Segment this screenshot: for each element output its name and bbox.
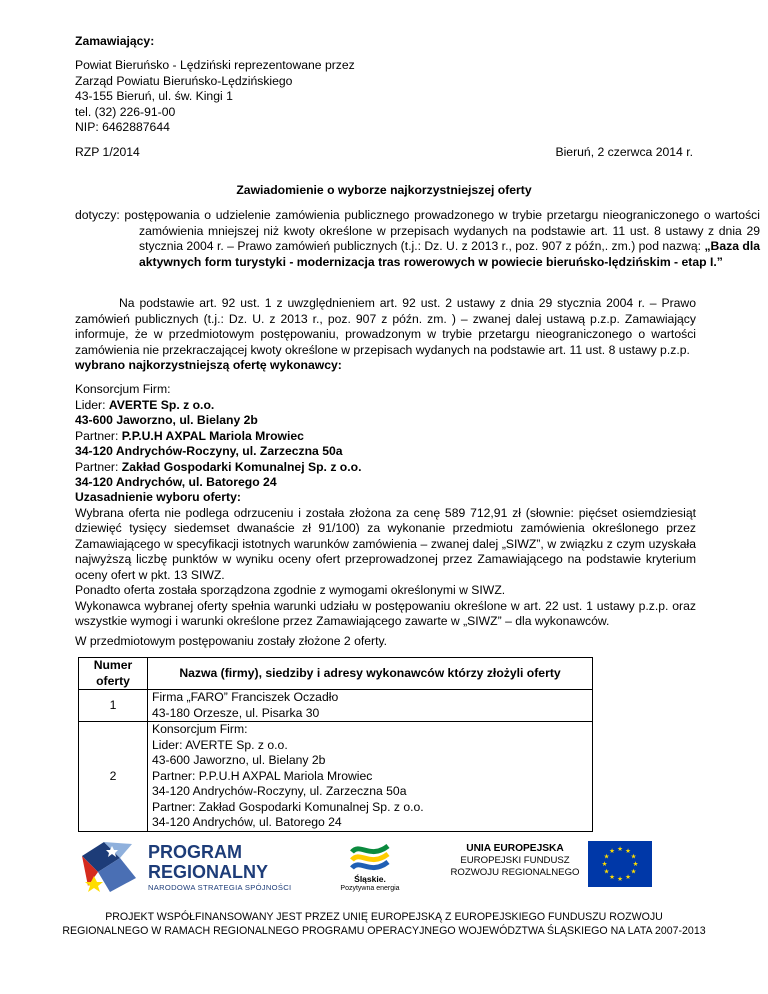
column-header-contractor: Nazwa (firmy), siedziby i adresy wykonawców którzy złożyli oferty [148,658,593,690]
offer-contractor: Konsorcjum Firm: Lider: AVERTE Sp. z o.o. 43-600 Jaworzno, ul. Bielany 2b Partner: P.P.U.H AXPAL Mariola Mrowiec 34-120 Andrychów-Roczyny, ul. Zarzeczna 50a Partner: Zakład Gospodarki Komunalnej Sp. z o.o. 34-120 Andrychów, ul. Batorego 24 [148,722,593,832]
slaskie-logo [330,838,410,898]
slaskie-name: Śląskie. [354,874,386,884]
justification-section [75,490,696,630]
concerns-paragraph [75,208,760,270]
table-row [79,690,593,722]
table-row [79,722,593,832]
reference-number: RZP 1/2014 [75,145,140,159]
winner-partner-2-address: 34-120 Andrychów, ul. Batorego 24 [75,475,277,489]
svg-text:★: ★ [625,873,631,881]
eu-title: UNIA EUROPEJSKA [466,843,564,854]
justification-paragraph: Ponadto oferta została sporządzona zgodnie z wymogami określonymi w SIWZ. [75,583,506,597]
svg-text:★: ★ [617,875,623,883]
svg-text:★: ★ [603,867,610,876]
eu-fund-line: EUROPEJSKI FUNDUSZ [460,855,570,866]
svg-text:★: ★ [609,873,615,881]
address-line: Powiat Bieruńsko - Lędziński reprezentowane przez [75,58,355,72]
svg-text:★: ★ [632,860,639,868]
chosen-offer-heading: wybrano najkorzystniejszą ofertę wykonawcy: [75,358,342,372]
footer [0,910,768,938]
eu-text [450,843,580,879]
offer-number: 2 [79,722,148,832]
svg-text:★: ★ [617,845,623,853]
slaskie-waves-icon [348,838,392,874]
svg-text:★: ★ [625,847,631,855]
orderer-address [75,58,355,136]
svg-text:★: ★ [609,847,615,855]
address-line: Zarząd Powiatu Bieruńsko-Lędzińskiego [75,73,293,88]
address-line: NIP: 6462887644 [75,120,170,134]
column-header-number: Numer oferty [79,658,148,690]
table-header-row [79,658,593,690]
justification-paragraph: Wykonawca wybranej oferty spełnia warunki udziału w postępowaniu określone w art. 22 ust. 1 ustawy p.z.p. oraz wszystkie wymogi i warunki określone przez Zamawiającego zawarte w „SIWZ” – dla wykonawców. [75,598,696,628]
winner-partner-2: Partner: Zakład Gospodarki Komunalnej Sp. z o.o. [75,459,362,474]
winner-leader: Lider: AVERTE Sp. z o.o. [75,397,215,412]
program-regionalny-logo [80,838,300,894]
winner-leader-address: 43-600 Jaworzno, ul. Bielany 2b [75,413,258,427]
address-line: tel. (32) 226-91-00 [75,104,176,119]
address-line: 43-155 Bieruń, ul. św. Kingi 1 [75,89,233,103]
winner-partner-1: Partner: P.P.U.H AXPAL Mariola Mrowiec [75,428,304,443]
justification-paragraph: Wybrana oferta nie podlega odrzuceniu i została złożona za cenę 589 712,91 zł (słownie: pięćset osiemdziesiąt dziewięć tysięcy siedemset dwanaście zł 91/100) za wykonanie przedmiotu zamówienia określonego przez Zamawiającego w specyfikacji istotnych warunków zamówienia – zwanej dalej „SIWZ”, w związku z czym uzyskała najwyższą liczbę punktów w wyniku oceny ofert przeprowadzonej przez Zamawiającego na podstawie kryterium oceny ofert w pkt. 13 SIWZ. [75,505,696,582]
svg-text:★: ★ [601,860,608,868]
winner-block [75,382,361,491]
eu-fund-line: ROZWOJU REGIONALNEGO [450,867,580,878]
footer-line: PROJEKT WSPÓŁFINANSOWANY JEST PRZEZ UNIĘ EUROPEJSKĄ Z EUROPEJSKIEGO FUNDUSZU ROZWOJU [105,911,663,923]
eu-stars-icon [588,841,652,887]
slaskie-tagline: Pozytywna energia [340,885,400,892]
program-tagline: NARODOWA STRATEGIA SPÓJNOŚCI [148,883,292,892]
concerns-text: dotyczy: postępowania o udzielenie zamówienia publicznego prowadzonego w trybie przetargu nieograniczonego o wartości zamówienia mniejszej niż kwoty określone w przepisach wydanych na podstawie art. 11 ust. 8 ustawy z dnia 29 stycznia 2004 r. – Prawo zamówień publicznych (t.j.: Dz. U. z 2013 r., poz. 907 z późn,. zm.) pod nazwą: [75,208,760,253]
document-title: Zawiadomienie o wyborze najkorzystniejszej oferty [236,183,532,197]
program-regionalny-emblem-icon [80,838,144,894]
place-date: Bieruń, 2 czerwca 2014 r. [555,145,693,159]
footer-line: REGIONALNEGO W RAMACH REGIONALNEGO PROGRAMU OPERACYJNEGO WOJEWÓDZTWA ŚLĄSKIEGO NA LATA 2007-2013 [62,925,706,937]
contract-name: „Baza dla aktywnych form turystyki - modernizacja tras rowerowych w powiecie bieruńsko-lędzińskim - etap I.” [139,239,761,269]
svg-text:★: ★ [630,852,637,861]
legal-basis-paragraph: Na podstawie art. 92 ust. 1 z uwzględnieniem art. 92 ust. 2 ustawy z dnia 29 stycznia 2004 r. – Prawo zamówień publicznych (t.j.: Dz. U. z 2013 r., poz. 907 z późn. zm. ) – zwanej dalej ustawą p.z.p. Zamawiający informuje, że w przedmiotowym postępowaniu, prowadzonym w trybie przetargu nieograniczonego o wartości zamówienia nie przekraczającej kwoty określone w przepisach wydanych na podstawie art. 11 ust. 8 ustawy p.z.p. [75,296,696,357]
justification-heading: Uzasadnienie wyboru oferty: [75,490,241,504]
offers-intro: W przedmiotowym postępowaniu zostały złożone 2 oferty. [75,634,388,648]
winner-partner-1-address: 34-120 Andrychów-Roczyny, ul. Zarzeczna 50a [75,444,343,458]
program-title: PROGRAM [148,842,242,862]
winner-consortium: Konsorcjum Firm: [75,382,171,396]
eu-logo [450,843,675,893]
offer-number: 1 [79,690,148,722]
svg-text:★: ★ [630,867,637,876]
svg-text:★: ★ [603,852,610,861]
orderer-heading: Zamawiający: [75,34,155,48]
eu-flag-icon [588,841,652,887]
program-subtitle: REGIONALNY [148,862,269,882]
offer-contractor: Firma „FARO” Franciszek Oczadło 43-180 Orzesze, ul. Pisarka 30 [148,690,593,722]
offers-table [78,657,593,832]
